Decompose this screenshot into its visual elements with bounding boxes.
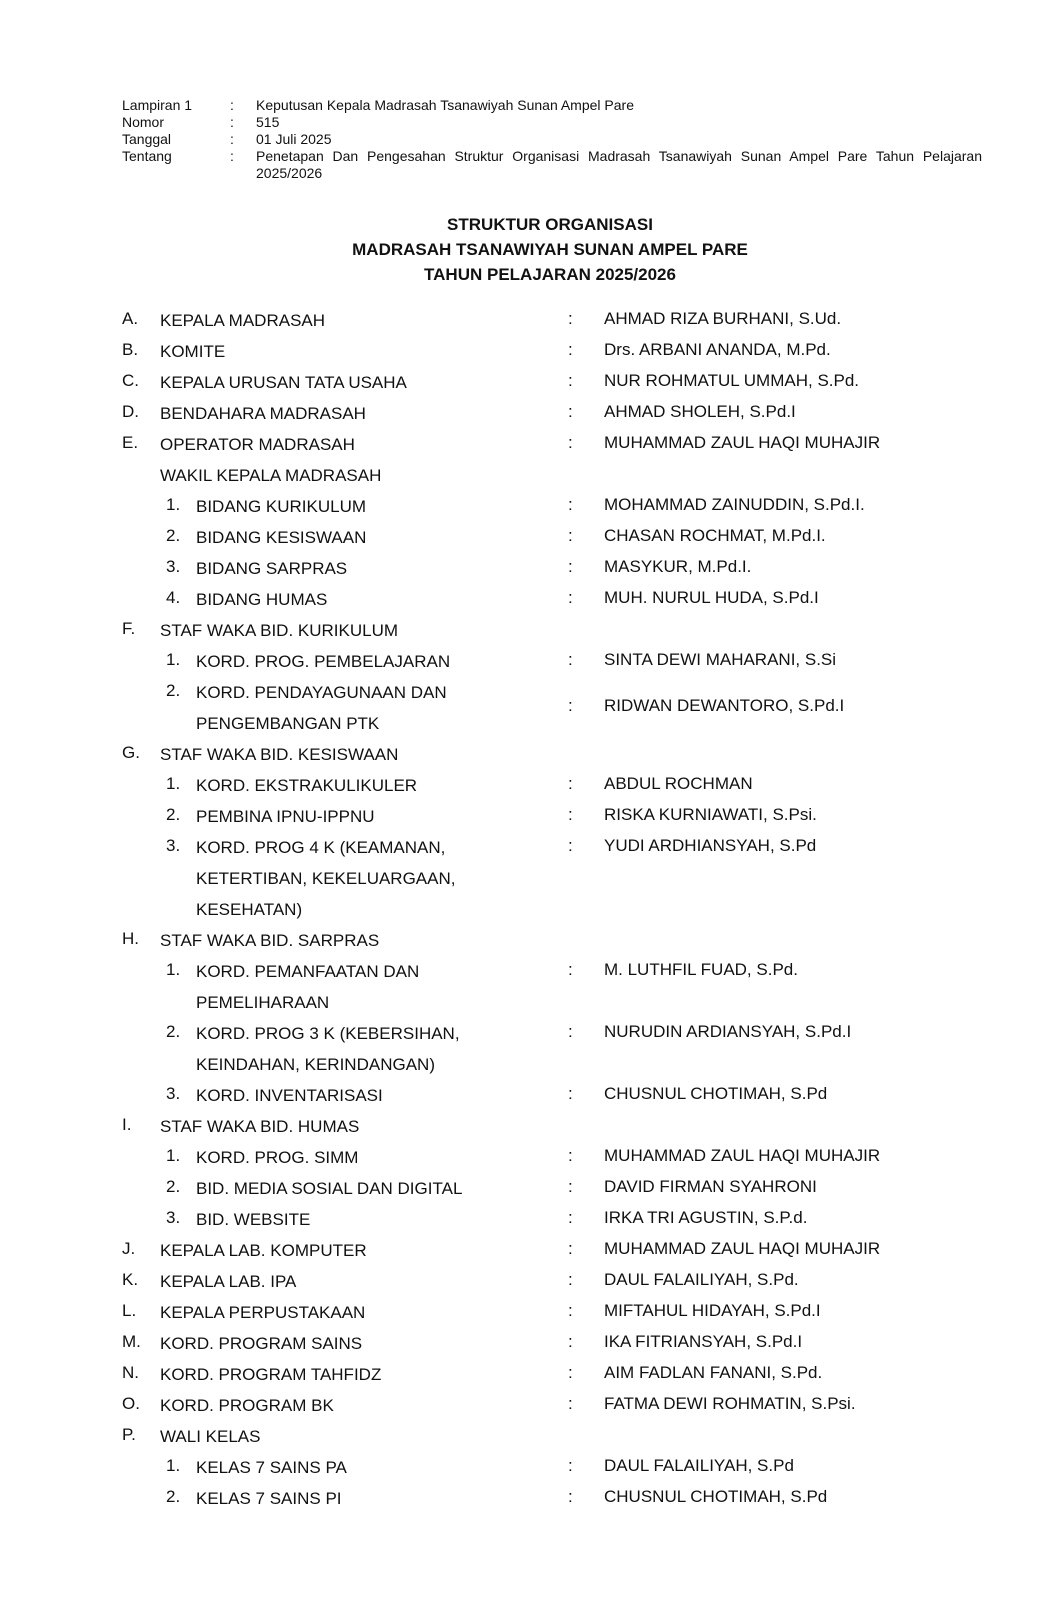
item-colon: : — [568, 696, 573, 715]
sub-list-item — [0, 956, 1046, 1018]
item-colon: : — [568, 495, 573, 514]
item-value: SINTA DEWI MAHARANI, S.Si — [604, 650, 837, 669]
meta-value: 515 — [256, 114, 280, 130]
item-value: MUHAMMAD ZAUL HAQI MUHAJIR — [604, 1239, 881, 1258]
item-value: MASYKUR, M.Pd.I. — [604, 557, 752, 576]
item-value: RIDWAN DEWANTORO, S.Pd.I — [604, 696, 845, 715]
sub-list-item — [0, 584, 1046, 615]
item-letter: O. — [122, 1394, 140, 1413]
item-number: 3. — [166, 1084, 181, 1103]
item-letter: I. — [122, 1115, 132, 1134]
list-item — [0, 615, 1046, 646]
item-value: ABDUL ROCHMAN — [604, 774, 753, 793]
sub-list-item — [0, 491, 1046, 522]
meta-label: Tanggal — [122, 131, 172, 147]
item-label: STAF WAKA BID. KURIKULUM — [160, 621, 399, 640]
item-value: M. LUTHFIL FUAD, S.Pd. — [604, 960, 798, 979]
item-colon: : — [568, 774, 573, 793]
item-letter: M. — [122, 1332, 141, 1351]
sub-list-item — [0, 1204, 1046, 1235]
item-label: KELAS 7 SAINS PA — [196, 1458, 347, 1477]
item-value: MOHAMMAD ZAINUDDIN, S.Pd.I. — [604, 495, 865, 514]
item-label: PEMBINA IPNU-IPPNU — [196, 807, 375, 826]
item-label: KORD. EKSTRAKULIKULER — [196, 776, 418, 795]
item-label: STAF WAKA BID. KESISWAAN — [160, 745, 399, 764]
item-label: KORD. PROG 3 K (KEBERSIHAN, KEINDAHAN, KERINDANGAN) — [196, 1024, 460, 1074]
list-item — [0, 1235, 1046, 1266]
meta-colon: : — [230, 131, 234, 147]
item-value: CHASAN ROCHMAT, M.Pd.I. — [604, 526, 826, 545]
item-colon: : — [568, 805, 573, 824]
item-colon: : — [568, 1332, 573, 1351]
item-value: NURUDIN ARDIANSYAH, S.Pd.I — [604, 1022, 852, 1041]
list-item — [0, 1111, 1046, 1142]
meta-label: Tentang — [122, 148, 172, 164]
list-item — [0, 1421, 1046, 1452]
sub-list-item — [0, 522, 1046, 553]
item-number: 1. — [166, 495, 181, 514]
item-letter: J. — [122, 1239, 136, 1258]
list-item — [0, 1390, 1046, 1421]
item-number: 3. — [166, 836, 181, 855]
item-label: OPERATOR MADRASAH — [160, 435, 355, 454]
item-number: 2. — [166, 681, 181, 700]
item-letter: L. — [122, 1301, 137, 1320]
section-heading — [0, 460, 1046, 491]
item-number: 4. — [166, 588, 181, 607]
item-label: KEPALA URUSAN TATA USAHA — [160, 373, 407, 392]
item-label: KORD. PROGRAM SAINS — [160, 1334, 363, 1353]
item-colon: : — [568, 1208, 573, 1227]
item-colon: : — [568, 1363, 573, 1382]
sub-list-item — [0, 553, 1046, 584]
item-number: 2. — [166, 1177, 181, 1196]
meta-colon: : — [230, 114, 234, 130]
item-colon: : — [568, 1239, 573, 1258]
item-label: KORD. INVENTARISASI — [196, 1086, 383, 1105]
item-letter: F. — [122, 619, 136, 638]
item-value: DAUL FALAILIYAH, S.Pd — [604, 1456, 794, 1475]
list-item — [0, 739, 1046, 770]
list-item — [0, 398, 1046, 429]
item-label: KEPALA PERPUSTAKAAN — [160, 1303, 366, 1322]
item-colon: : — [568, 1394, 573, 1413]
item-value: MUHAMMAD ZAUL HAQI MUHAJIR — [604, 1146, 881, 1165]
sub-list-item — [0, 1018, 1046, 1080]
meta-value: 01 Juli 2025 — [256, 131, 332, 147]
sub-list-item — [0, 1142, 1046, 1173]
list-item — [0, 1297, 1046, 1328]
item-colon: : — [568, 433, 573, 452]
item-colon: : — [568, 557, 573, 576]
item-value: MUHAMMAD ZAUL HAQI MUHAJIR — [604, 433, 881, 452]
item-number: 2. — [166, 526, 181, 545]
item-colon: : — [568, 309, 573, 328]
sub-list-item — [0, 646, 1046, 677]
item-colon: : — [568, 402, 573, 421]
meta-row-tanggal — [122, 131, 982, 148]
sub-list-item — [0, 832, 1046, 925]
item-number: 2. — [166, 1487, 181, 1506]
item-colon: : — [568, 650, 573, 669]
item-number: 2. — [166, 805, 181, 824]
item-colon: : — [568, 1487, 573, 1506]
meta-row-tentang — [122, 148, 982, 182]
item-number: 3. — [166, 1208, 181, 1227]
item-colon: : — [568, 960, 573, 979]
item-letter: K. — [122, 1270, 139, 1289]
sub-list-item — [0, 677, 1046, 739]
item-label: STAF WAKA BID. SARPRAS — [160, 931, 380, 950]
list-item — [0, 305, 1046, 336]
organization-list — [0, 305, 1046, 1514]
item-label: KEPALA LAB. IPA — [160, 1272, 297, 1291]
sub-list-item — [0, 1483, 1046, 1514]
item-colon: : — [568, 588, 573, 607]
item-number: 1. — [166, 1456, 181, 1475]
item-label: KORD. PROG. PEMBELAJARAN — [196, 652, 451, 671]
item-letter: C. — [122, 371, 139, 390]
item-label: BID. WEBSITE — [196, 1210, 311, 1229]
item-label: KORD. PROGRAM BK — [160, 1396, 334, 1415]
title-line-2: MADRASAH TSANAWIYAH SUNAN AMPEL PARE — [352, 240, 748, 259]
sub-list-item — [0, 770, 1046, 801]
item-label: BIDANG HUMAS — [196, 590, 328, 609]
item-value: IKA FITRIANSYAH, S.Pd.I — [604, 1332, 803, 1351]
item-value: AHMAD SHOLEH, S.Pd.I — [604, 402, 796, 421]
item-colon: : — [568, 371, 573, 390]
item-label: KORD. PEMANFAATAN DAN PEMELIHARAAN — [196, 962, 420, 1012]
list-item — [0, 1266, 1046, 1297]
item-number: 1. — [166, 774, 181, 793]
document-title — [0, 212, 1046, 287]
item-label: STAF WAKA BID. HUMAS — [160, 1117, 360, 1136]
item-value: AHMAD RIZA BURHANI, S.Ud. — [604, 309, 842, 328]
item-number: 3. — [166, 557, 181, 576]
sub-list-item — [0, 1080, 1046, 1111]
item-colon: : — [568, 1146, 573, 1165]
meta-colon: : — [230, 97, 234, 113]
item-letter: N. — [122, 1363, 139, 1382]
item-colon: : — [568, 1022, 573, 1041]
item-label: KORD. PROGRAM TAHFIDZ — [160, 1365, 382, 1384]
item-value: DAVID FIRMAN SYAHRONI — [604, 1177, 817, 1196]
item-value: AIM FADLAN FANANI, S.Pd. — [604, 1363, 823, 1382]
item-colon: : — [568, 1270, 573, 1289]
item-label: BID. MEDIA SOSIAL DAN DIGITAL — [196, 1179, 463, 1198]
list-item — [0, 336, 1046, 367]
item-label: BIDANG KURIKULUM — [196, 497, 367, 516]
item-colon: : — [568, 1301, 573, 1320]
item-colon: : — [568, 1456, 573, 1475]
meta-value: Keputusan Kepala Madrasah Tsanawiyah Sunan Ampel Pare — [256, 97, 634, 113]
item-colon: : — [568, 526, 573, 545]
title-line-1: STRUKTUR ORGANISASI — [447, 215, 653, 234]
meta-row-lampiran — [122, 97, 982, 114]
item-label: BIDANG KESISWAAN — [196, 528, 367, 547]
meta-label: Lampiran 1 — [122, 97, 193, 113]
sub-list-item — [0, 1173, 1046, 1204]
list-item — [0, 429, 1046, 460]
item-value: MIFTAHUL HIDAYAH, S.Pd.I — [604, 1301, 821, 1320]
meta-colon: : — [230, 148, 234, 164]
item-letter: A. — [122, 309, 139, 328]
item-label: BENDAHARA MADRASAH — [160, 404, 366, 423]
list-item — [0, 925, 1046, 956]
meta-value: Penetapan Dan Pengesahan Struktur Organisasi Madrasah Tsanawiyah Sunan Ampel Pare Tahun Pelajaran 2025/2026 — [256, 148, 982, 181]
item-letter: G. — [122, 743, 140, 762]
item-number: 2. — [166, 1022, 181, 1041]
item-value: CHUSNUL CHOTIMAH, S.Pd — [604, 1084, 828, 1103]
meta-label: Nomor — [122, 114, 165, 130]
list-item — [0, 367, 1046, 398]
item-value: Drs. ARBANI ANANDA, M.Pd. — [604, 340, 831, 359]
item-letter: P. — [122, 1425, 136, 1444]
item-label: BIDANG SARPRAS — [196, 559, 348, 578]
sub-list-item — [0, 801, 1046, 832]
decree-meta — [122, 97, 982, 182]
item-label: KOMITE — [160, 342, 226, 361]
item-value: CHUSNUL CHOTIMAH, S.Pd — [604, 1487, 828, 1506]
item-colon: : — [568, 1084, 573, 1103]
item-label: WALI KELAS — [160, 1427, 261, 1446]
item-value: YUDI ARDHIANSYAH, S.Pd — [604, 836, 817, 855]
item-number: 1. — [166, 960, 181, 979]
item-label: WAKIL KEPALA MADRASAH — [160, 466, 382, 485]
item-label: KELAS 7 SAINS PI — [196, 1489, 342, 1508]
item-colon: : — [568, 340, 573, 359]
item-value: MUH. NURUL HUDA, S.Pd.I — [604, 588, 819, 607]
item-colon: : — [568, 1177, 573, 1196]
sub-list-item — [0, 1452, 1046, 1483]
item-value: IRKA TRI AGUSTIN, S.P.d. — [604, 1208, 808, 1227]
item-number: 1. — [166, 650, 181, 669]
item-letter: E. — [122, 433, 139, 452]
list-item — [0, 1359, 1046, 1390]
item-letter: D. — [122, 402, 139, 421]
item-letter: H. — [122, 929, 139, 948]
item-value: DAUL FALAILIYAH, S.Pd. — [604, 1270, 799, 1289]
title-line-3: TAHUN PELAJARAN 2025/2026 — [424, 265, 676, 284]
item-label: KORD. PENDAYAGUNAAN DAN PENGEMBANGAN PTK — [196, 683, 447, 733]
item-value: NUR ROHMATUL UMMAH, S.Pd. — [604, 371, 860, 390]
item-value: FATMA DEWI ROHMATIN, S.Psi. — [604, 1394, 856, 1413]
item-colon: : — [568, 836, 573, 855]
item-value: RISKA KURNIAWATI, S.Psi. — [604, 805, 817, 824]
item-number: 1. — [166, 1146, 181, 1165]
list-item — [0, 1328, 1046, 1359]
meta-row-nomor — [122, 114, 982, 131]
item-letter: B. — [122, 340, 139, 359]
item-label: KORD. PROG 4 K (KEAMANAN, KETERTIBAN, KEKELUARGAAN, KESEHATAN) — [196, 838, 456, 919]
item-label: KEPALA MADRASAH — [160, 311, 326, 330]
item-label: KEPALA LAB. KOMPUTER — [160, 1241, 367, 1260]
item-label: KORD. PROG. SIMM — [196, 1148, 359, 1167]
